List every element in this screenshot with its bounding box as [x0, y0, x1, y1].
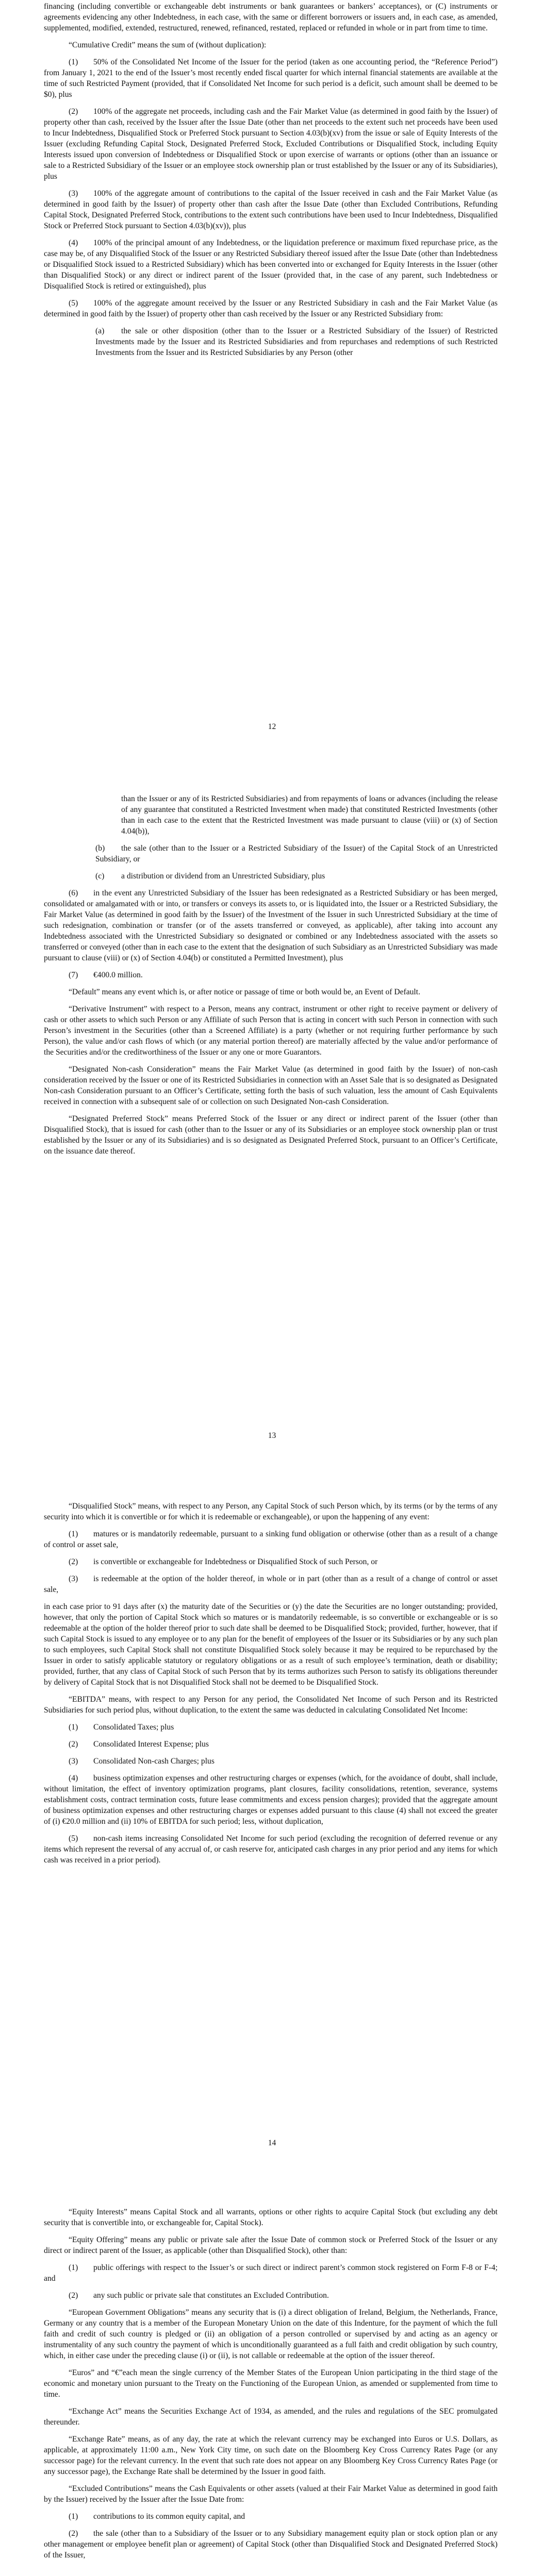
clause-text: the sale (other than to a Subsidiary of the Issuer or to any Subsidiary management equity plan or stock option plan or any other management or employee benefit plan or agreement) of Capital Stock (other than Disqualified Stock and Designated Preferred Stock) of the Issuer, [44, 2529, 498, 2560]
definition-exchange-rate: “Exchange Rate” means, as of any day, the rate at which the relevant currency may be exchanged into Euros or U.S. Dollars, as applicable, at approximately 11:00 a.m., New York City time, on such date on the Bloomberg Key Cross Currency Rates Page (or any successor page) for the relevant currency. In the event that such rate does not appear on any Bloomberg Key Cross Currency Rates Page (or any successor page), the Exchange Rate shall be determined by the Issuer in good faith. [44, 2435, 498, 2476]
subclause-number: (a) [95, 327, 105, 335]
page-body [44, 1, 498, 364]
clause-item [44, 57, 498, 100]
clause-item [44, 1529, 498, 1550]
clause-number: (4) [69, 239, 78, 247]
clause-number: (3) [69, 1757, 78, 1766]
clause-item [44, 238, 498, 292]
clause-text: business optimization expenses and other restructuring charges or expenses (which, for the avoidance of doubt, shall include, without limitation, the effect of inventory optimization programs, plant closures, facility consolidations, retention, severance, systems establishment costs, contract termination costs, future lease commitments and excess pension charges); provided that the aggregate amount of business optimization expenses and other restructuring charges or expenses added pursuant to this clause (4) shall not exceed the greater of (i) €20.0 million and (ii) 10% of EBITDA for such period; less, without duplication, [44, 1774, 498, 1826]
subclause-text: the sale or other disposition (other than to the Issuer or a Restricted Subsidiary of the Issuer) of Restricted Investments made by the Issuer and its Restricted Subsidiaries and from repurchases and redemptions of such Restricted Investments from the Issuer and its Restricted Subsidiaries by any Person (other [95, 327, 498, 357]
document-page-15 [0, 2166, 544, 2576]
clause-item [44, 1573, 498, 1595]
definition-equity-offering: “Equity Offering” means any public or private sale after the Issue Date of common stock or Preferred Stock of the Issuer or any direct or indirect parent of the Issuer, as applicable (other than Disqualified Stock), other than: [44, 2235, 498, 2255]
definition-european-government-obligations: “European Government Obligations” means any security that is (i) a direct obligation of Ireland, Belgium, the Netherlands, France, Germany or any country that is a member of the European Monetary Union on the date of this Indenture, for the payment of which the full faith and credit of such country is pledged or (ii) an obligation of a person controlled or supervised by and acting as an agency or instrumentality of any such country the payment of which is unconditionally guaranteed as a full faith and credit obligation by such country, which, in either case under the preceding clause (i) or (ii), is not callable or redeemable at the option of the issuer thereof. [44, 2308, 498, 2360]
clause-number: (6) [69, 889, 78, 897]
clause-text: public offerings with respect to the Issuer’s or such direct or indirect parent’s common stock registered on Form F-8 or F-4; and [44, 2263, 498, 2283]
clause-item [44, 1722, 498, 1733]
page-body [44, 1501, 498, 1872]
clause-number: (5) [69, 1834, 78, 1843]
definition-cumulative-credit: “Cumulative Credit” means the sum of (without duplication): [69, 41, 267, 49]
clause-number: (2) [69, 2529, 78, 2538]
clause-text: is convertible or exchangeable for Indebtedness or Disqualified Stock of such Person, or [93, 1557, 378, 1566]
definition-euros: “Euros” and “€”each mean the single currency of the Member States of the European Union participating in the third stage of the economic and monetary union pursuant to the Treaty on the Functioning of the European Union, as amended or supplemented from time to time. [44, 2368, 498, 2399]
clause-text: 50% of the Consolidated Net Income of the Issuer for the period (taken as one accounting period, the “Reference Period”) from January 1, 2021 to the end of the Issuer’s most recently ended fiscal quarter for which internal financial statements are available at the time of such Restricted Payment (provided, that if Consolidated Net Income for such period is a deficit, such amount shall be deemed to be $0), plus [44, 58, 498, 99]
clause-item [44, 2511, 498, 2522]
definition-equity-interests: “Equity Interests” means Capital Stock and all warrants, options or other rights to acquire Capital Stock (but excluding any debt security that is convertible into, or exchangeable for, Capital Stock). [44, 2208, 498, 2227]
clause-text: Consolidated Interest Expense; plus [93, 1740, 209, 1749]
clause-number: (1) [69, 1723, 78, 1732]
clause-text: 100% of the aggregate net proceeds, including cash and the Fair Market Value (as determined in good faith by the Issuer) of property other than cash, received by the Issuer after the Issue Date (other than net proceeds to the extent such net proceeds have been used to Incur Indebtedness, Disqualified Stock or Preferred Stock pursuant to Section 4.03(b)(xv) from the issue or sale of Equity Interests of the Issuer (excluding Refunding Capital Stock, Designated Preferred Stock, Excluded Contributions or Disqualified Stock, including Equity Interests issued upon conversion of Indebtedness or Disqualified Stock or upon exercise of warrants or options (other than an issuance or sale to a Restricted Subsidiary of the Issuer or an employee stock ownership plan or trust established by the Issuer or any of its Subsidiaries), plus [44, 107, 498, 181]
subclause-number: (c) [95, 872, 105, 880]
document-page-14 [0, 1461, 544, 2166]
subclause-text: a distribution or dividend from an Unrestricted Subsidiary, plus [121, 872, 325, 880]
clause-text: any such public or private sale that constitutes an Excluded Contribution. [93, 2291, 329, 2300]
subclause-item [44, 326, 498, 358]
clause-number: (2) [69, 1557, 78, 1566]
page-number: 13 [268, 1431, 276, 1440]
document-page-13 [0, 752, 544, 1461]
clause-number: (3) [69, 1574, 78, 1583]
clause-number: (3) [69, 189, 78, 198]
clause-item [44, 1756, 498, 1767]
definition-derivative-instrument: “Derivative Instrument” with respect to a Person, means any contract, instrument or other right to receive payment or delivery of cash or other assets to which such Person or any Affiliate of such Person that is acting in concert with such Person in connection with such Person’s investment in the Securities (other than a Screened Affiliate) is a party (whether or not requiring further performance by such Person), the value and/or cash flows of which (or any material portion thereof) are materially affected by the value and/or performance of the Securities and/or the creditworthiness of the Issuer or any one or more Guarantors. [44, 1005, 498, 1057]
clause-number: (1) [69, 1530, 78, 1538]
clause-number: (1) [69, 58, 78, 66]
clause-text: Consolidated Non-cash Charges; plus [93, 1757, 215, 1766]
clause-item [44, 106, 498, 182]
clause-text: 100% of the aggregate amount received by the Issuer or any Restricted Subsidiary in cash and the Fair Market Value (as determined in good faith by the Issuer) of property other than cash received by the Issuer or any Restricted Subsidiary from: [44, 299, 498, 318]
clause-number: (7) [69, 971, 78, 979]
definition-default: “Default” means any event which is, or after notice or passage of time or both would be, an Event of Default. [69, 988, 420, 996]
definition-designated-preferred-stock: “Designated Preferred Stock” means Preferred Stock of the Issuer or any direct or indirect parent of the Issuer (other than Disqualified Stock), that is issued for cash (other than to the Issuer or any of its Subsidiaries or an employee stock ownership plan or trust established by the Issuer or any of its Subsidiaries) and is so designated as Designated Preferred Stock, pursuant to an Officer’s Certificate, on the issuance date thereof. [44, 1114, 498, 1156]
definition-excluded-contributions: “Excluded Contributions” means the Cash Equivalents or other assets (valued at their Fair Market Value as determined in good faith by the Issuer) received by the Issuer after the Issue Date from: [44, 2484, 498, 2504]
subclause-item [44, 843, 498, 865]
definition-ebitda: “EBITDA” means, with respect to any Person for any period, the Consolidated Net Income of such Person and its Restricted Subsidiaries for such period plus, without duplication, to the extent the same was deducted in calculating Consolidated Net Income: [44, 1695, 498, 1715]
subclause-number: (b) [95, 844, 105, 853]
clause-item [44, 888, 498, 963]
clause-text: 100% of the principal amount of any Indebtedness, or the liquidation preference or maximum fixed repurchase price, as the case may be, of any Disqualified Stock of the Issuer or any Restricted Subsidiary thereof issued after the Issue Date (other than Indebtedness or Disqualified Stock issued to a Restricted Subsidiary) which has been converted into or exchanged for Equity Interests in the Issuer (other than Disqualified Stock) or any direct or indirect parent of the Issuer (provided that, in the case of any parent, such Indebtedness or Disqualified Stock is retired or extinguished), plus [44, 239, 498, 291]
clause-item [44, 188, 498, 231]
clause-number: (4) [69, 1774, 78, 1783]
clause-item [44, 970, 498, 980]
page-number: 12 [268, 722, 276, 731]
clause-number: (1) [69, 2263, 78, 2272]
paragraph: financing (including convertible or exchangeable debt instruments or bank guarantees or bankers’ acceptances), or (C) instruments or agreements evidencing any other Indebtedness, in each case, with the same or different borrowers or issuers and, in each case, as amended, supplemented, modified, extended, restructured, renewed, refinanced, restated, replaced or refunded in whole or in part from time to time. [44, 2, 498, 32]
page-number: 14 [268, 2139, 276, 2147]
definition-disqualified-stock: “Disqualified Stock” means, with respect to any Person, any Capital Stock of such Person which, by its terms (or by the terms of any security into which it is convertible or for which it is redeemable or exchangeable), or upon the happening of any event: [44, 1502, 498, 1521]
clause-number: (1) [69, 2512, 78, 2521]
clause-item [44, 1739, 498, 1750]
subclause-item [44, 871, 498, 882]
clause-item [44, 2262, 498, 2284]
definition-exchange-act: “Exchange Act” means the Securities Exchange Act of 1934, as amended, and the rules and regulations of the SEC promulgated thereunder. [44, 2407, 498, 2427]
page-body [44, 2207, 498, 2567]
clause-number: (2) [69, 2291, 78, 2300]
clause-item [44, 1556, 498, 1567]
clause-item [44, 298, 498, 319]
clause-text: Consolidated Taxes; plus [93, 1723, 174, 1732]
clause-item [44, 2290, 498, 2301]
page-body [44, 793, 498, 1163]
subclause-continuation: than the Issuer or any of its Restricted Subsidiaries) and from repayments of loans or advances (including the release of any guarantee that constituted a Restricted Investment when made) that constituted Restricted Investments (other than in each case to the extent that the Restricted Investment was made pursuant to clause (viii) or (x) of Section 4.04(b)), [121, 794, 498, 836]
subclause-text: the sale (other than to the Issuer or a Restricted Subsidiary of the Issuer) of the Capital Stock of an Unrestricted Subsidiary, or [95, 844, 498, 863]
clause-text: €400.0 million. [93, 971, 143, 979]
definition-designated-non-cash-consideration: “Designated Non-cash Consideration” means the Fair Market Value (as determined in good faith by the Issuer) of non-cash consideration received by the Issuer or one of its Restricted Subsidiaries in connection with an Asset Sale that is so designated as Designated Non-cash Consideration pursuant to an Officer’s Certificate, setting forth the basis of such valuation, less the amount of Cash Equivalents received in connection with a subsequent sale of or collection on such Designated Non-cash Consideration. [44, 1065, 498, 1106]
clause-item [44, 2528, 498, 2561]
clause-number: (2) [69, 1740, 78, 1749]
clause-number: (2) [69, 107, 78, 116]
clause-text: 100% of the aggregate amount of contributions to the capital of the Issuer received in cash and the Fair Market Value (as determined in good faith by the Issuer) of property other than cash after the Issue Date (other than Excluded Contributions, Refunding Capital Stock, Designated Preferred Stock, contributions to the extent such contributions have been used to Incur Indebtedness, Disqualified Stock or Preferred Stock pursuant to Section 4.03(b)(xv)), plus [44, 189, 498, 230]
clause-number: (5) [69, 299, 78, 308]
clause-item [44, 1833, 498, 1866]
clause-text: is redeemable at the option of the holder thereof, in whole or in part (other than as a result of a change of control or asset sale, [44, 1574, 498, 1594]
clause-text: non-cash items increasing Consolidated Net Income for such period (excluding the recognition of deferred revenue or any items which represent the reversal of any accrual of, or cash reserve for, anticipated cash charges in any prior period and any items for which cash was received in a prior period). [44, 1834, 498, 1865]
clause-text: matures or is mandatorily redeemable, pursuant to a sinking fund obligation or otherwise (other than as a result of a change of control or asset sale, [44, 1530, 498, 1549]
document-page-12 [0, 0, 544, 752]
paragraph: in each case prior to 91 days after (x) the maturity date of the Securities or (y) the date the Securities are no longer outstanding; provided, however, that only the portion of Capital Stock which so matures or is mandatorily redeemable, is so convertible or exchangeable or is so redeemable at the option of the holder thereof prior to such date shall be deemed to be Disqualified Stock; provided, further, however, that if such Capital Stock is issued to any employee or to any plan for the benefit of employees of the Issuer or its Subsidiaries or by any such plan to such employees, such Capital Stock shall not constitute Disqualified Stock solely because it may be required to be repurchased by the Issuer in order to satisfy applicable statutory or regulatory obligations or as a result of such employee’s termination, death or disability; provided, further, that any class of Capital Stock of such Person that by its terms authorizes such Person to satisfy its obligations thereunder by delivery of Capital Stock that is not Disqualified Stock shall not be deemed to be Disqualified Stock. [44, 1602, 498, 1687]
clause-text: in the event any Unrestricted Subsidiary of the Issuer has been redesignated as a Restricted Subsidiary or has been merged, consolidated or amalgamated with or into, or transfers or conveys its assets to, or is liquidated into, the Issuer or a Restricted Subsidiary, the Fair Market Value (as determined in good faith by the Issuer) of the Investment of the Issuer in such Unrestricted Subsidiary at the time of such redesignation, combination or transfer (or of the assets transferred or conveyed, as applicable), after taking into account any Indebtedness associated with the Unrestricted Subsidiary so designated or combined or any Indebtedness associated with the assets so transferred or conveyed (other than in each case to the extent that the designation of such Subsidiary as an Unrestricted Subsidiary was made pursuant to clause (viii) or (x) of Section 4.04(b) or constituted a Permitted Investment), plus [44, 889, 498, 962]
clause-item [44, 1773, 498, 1827]
clause-text: contributions to its common equity capital, and [93, 2512, 245, 2521]
